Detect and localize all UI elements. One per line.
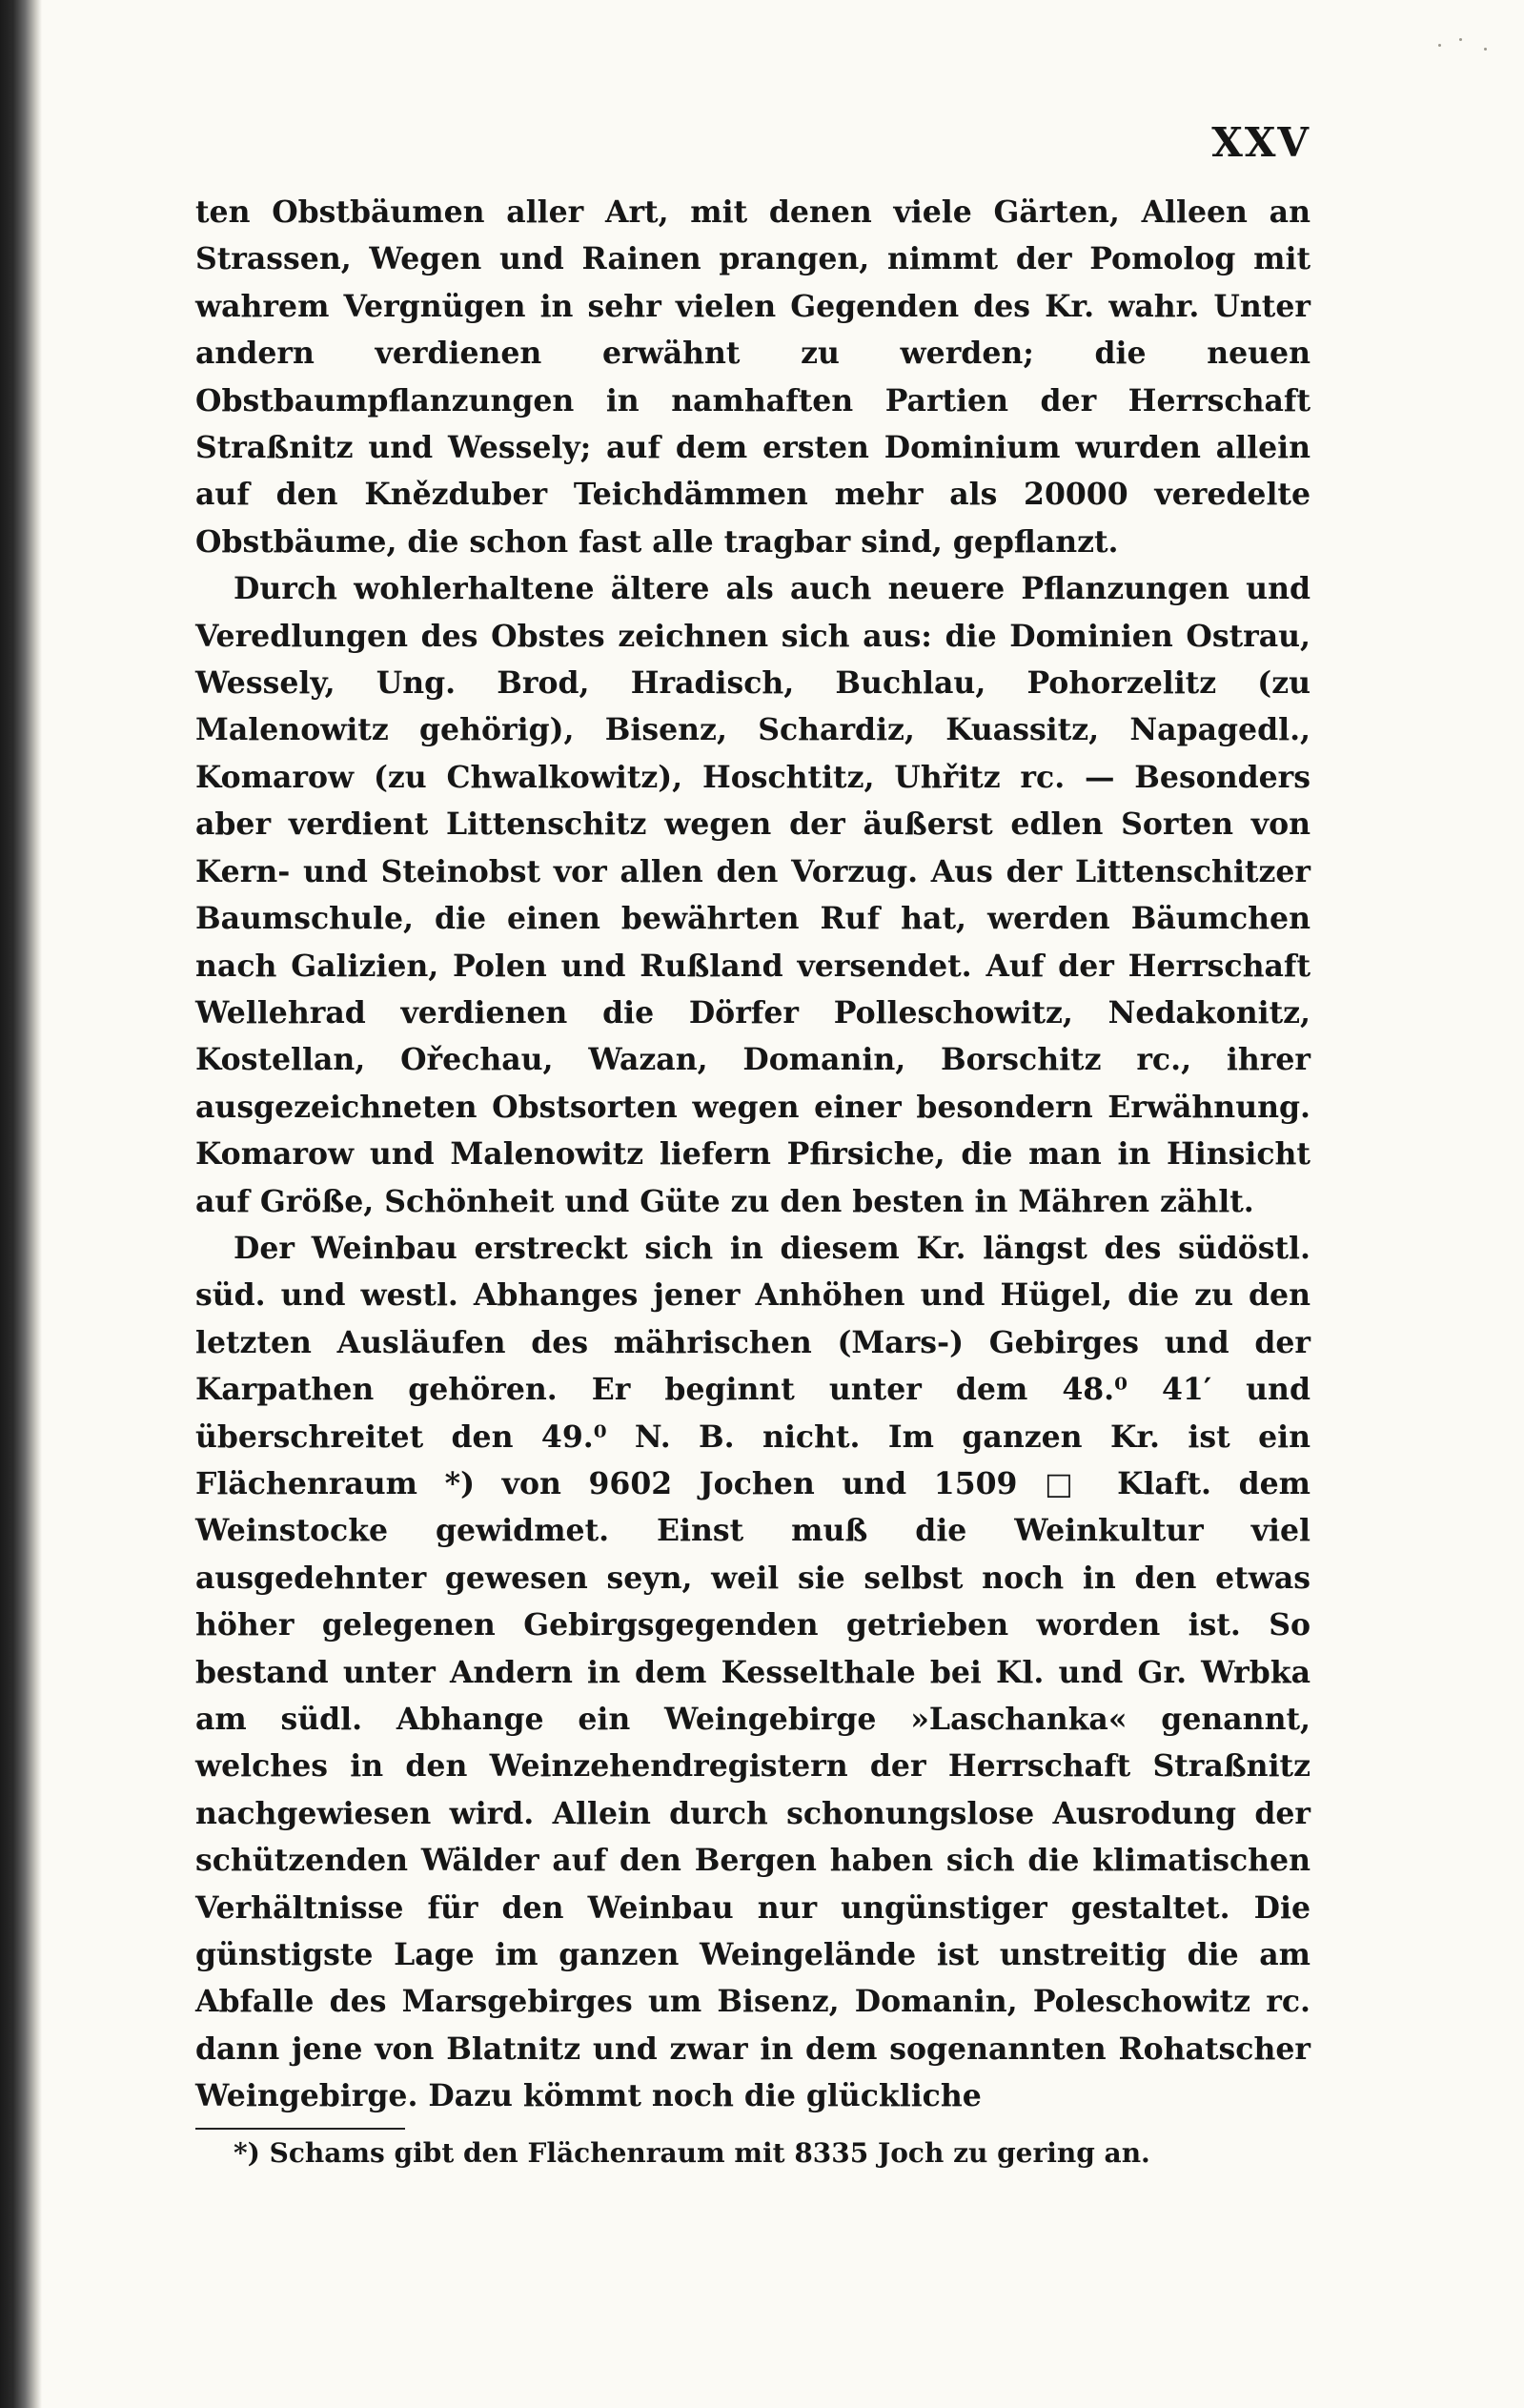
- book-gutter-shadow: [0, 0, 42, 2408]
- paragraph-fruit-cultivation: Durch wohlerhaltene ältere als auch neuere Pflanzungen und Veredlungen des Obstes zeichnen sich aus: die Dominien Ostrau, Wessely, Ung. Brod, Hradisch, Buchlau, Pohorzelitz (zu Malenowitz gehörig), Bisenz, Schardiz, Kuassitz, Napagedl., Komarow (zu Chwalkowitz), Hoschtitz, Uhřitz rc. — Besonders aber verdient Littenschitz wegen der äußerst edlen Sorten von Kern- und Steinobst vor allen den Vorzug. Aus der Littenschitzer Baumschule, die einen bewährten Ruf hat, werden Bäumchen nach Galizien, Polen und Rußland versendet. Auf der Herrschaft Wellehrad verdienen die Dörfer Polleschowitz, Nedakonitz, Kostellan, Ořechau, Wazan, Domanin, Borschitz rc., ihrer ausgezeichneten Obstsorten wegen einer besondern Erwähnung. Komarow und Malenowitz liefern Pfirsiche, die man in Hinsicht auf Größe, Schönheit und Güte zu den besten in Mähren zählt.: [195, 571, 1311, 1219]
- paragraph-orchards: ten Obstbäumen aller Art, mit denen viele Gärten, Alleen an Strassen, Wegen und Rainen prangen, nimmt der Pomolog mit wahrem Vergnügen in sehr vielen Gegenden des Kr. wahr. Unter andern verdienen erwähnt zu werden; die neuen Obstbaumpflanzungen in namhaften Partien der Herrschaft Straßnitz und Wessely; auf dem ersten Dominium wurden allein auf den Knězduber Teichdämmen mehr als 20000 veredelte Obstbäume, die schon fast alle tragbar sind, gepflanzt.: [195, 194, 1311, 560]
- footnote: *) Schams gibt den Flächenraum mit 8335 Joch zu gering an.: [234, 2137, 1150, 2169]
- page-number: XXV: [1211, 119, 1311, 166]
- body-text: [195, 189, 1311, 2120]
- book-page: [195, 114, 1311, 2326]
- paper-specks: [1438, 36, 1495, 55]
- footnote-rule: [195, 2128, 405, 2130]
- paragraph-viticulture: Der Weinbau erstreckt sich in diesem Kr. längst des südöstl. süd. und westl. Abhanges jener Anhöhen und Hügel, die zu den letzten Ausläufen des mährischen (Mars-) Gebirges und der Karpathen gehören. Er beginnt unter dem 48.⁰ 41′ und überschreitet den 49.⁰ N. B. nicht. Im ganzen Kr. ist ein Flächenraum *) von 9602 Jochen und 1509 □ Klaft. dem Weinstocke gewidmet. Einst muß die Weinkultur viel ausgedehnter gewesen seyn, weil sie selbst noch in den etwas höher gelegenen Gebirgsgegenden getrieben worden ist. So bestand unter Andern in dem Kesselthale bei Kl. und Gr. Wrbka am südl. Abhange ein Weingebirge »Laschanka« genannt, welches in den Weinzehendregistern der Herrschaft Straßnitz nachgewiesen wird. Allein durch schonungslose Ausrodung der schützenden Wälder auf den Bergen haben sich die klimatischen Verhältnisse für den Weinbau nur ungünstiger gestaltet. Die günstigste Lage im ganzen Weingelände ist unstreitig die am Abfalle des Marsgebirges um Bisenz, Domanin, Poleschowitz rc. dann jene von Blatnitz und zwar in dem sogenannten Rohatscher Weingebirge. Dazu kömmt noch die glückliche: [195, 1230, 1311, 2114]
